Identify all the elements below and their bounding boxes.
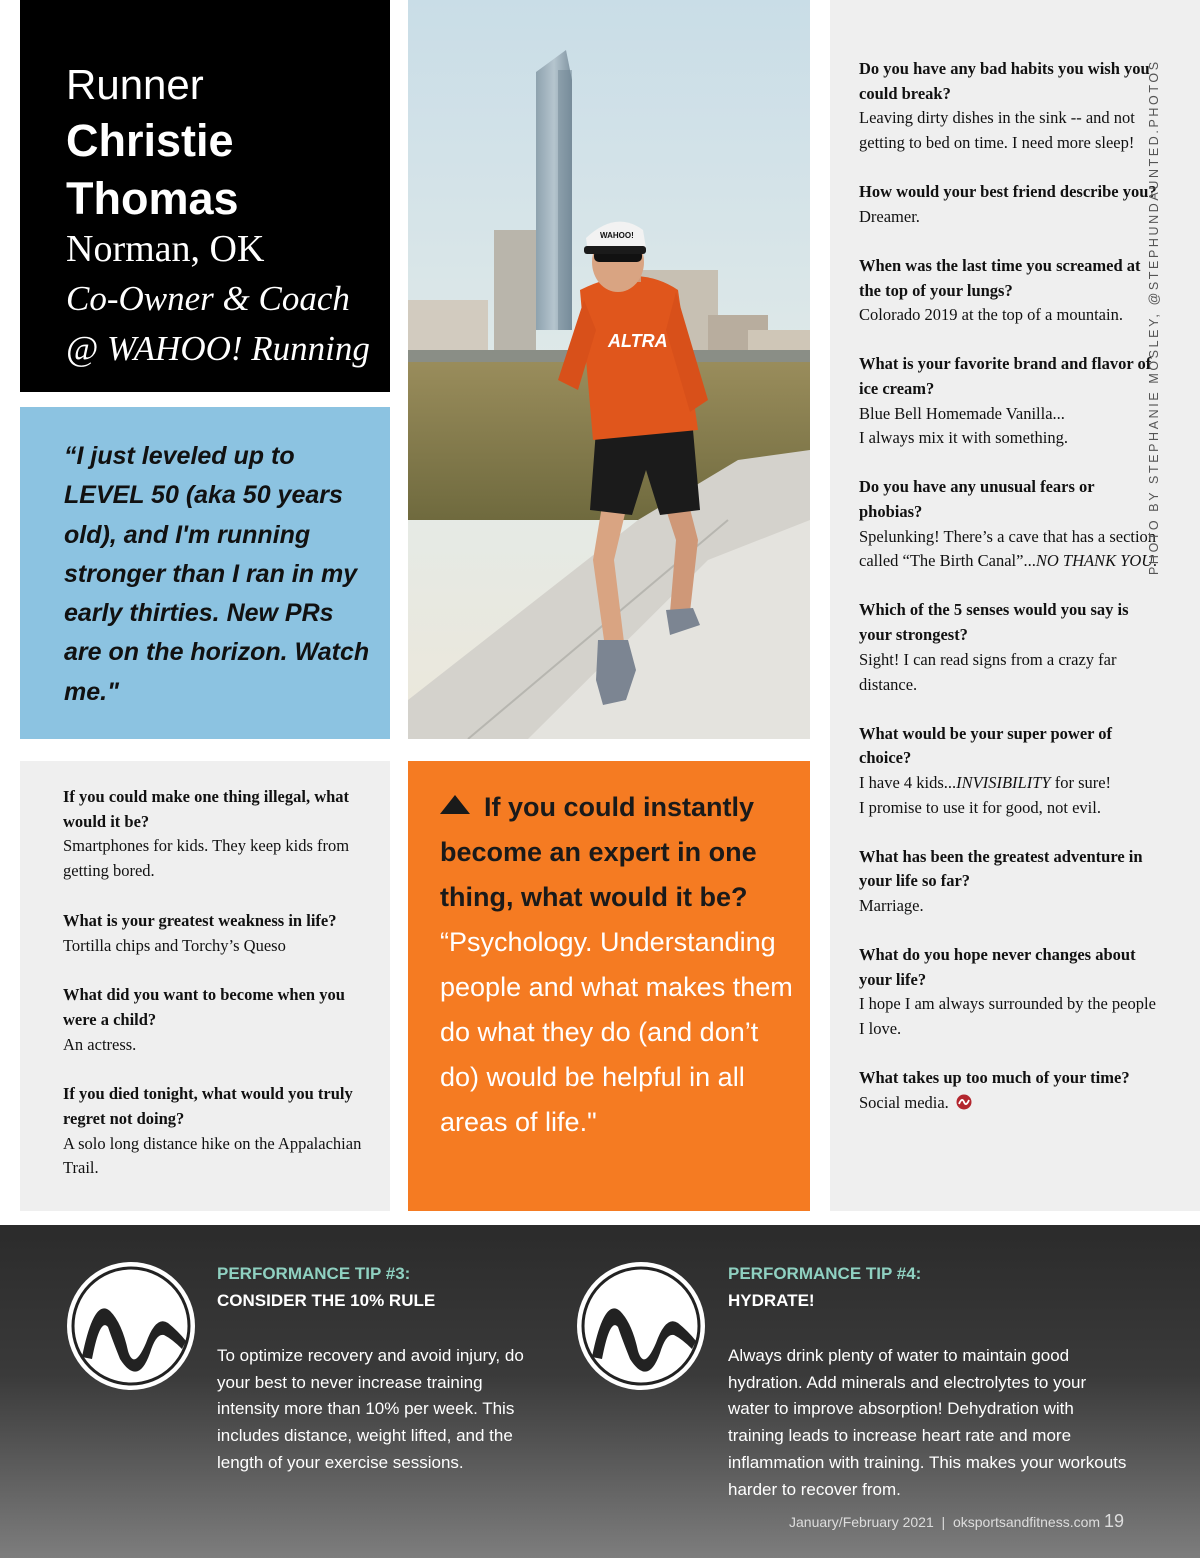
qa-answer-emphasis: NO THANK YOU.: [1035, 551, 1158, 571]
qa-answer: Leaving dirty dishes in the sink -- and not getting to bed on time. I need more sleep!: [859, 108, 1135, 153]
qa-answer: Tortilla chips and Torchy’s Queso: [63, 935, 286, 955]
qa-item: [63, 785, 378, 884]
right-qa-column: [830, 0, 1200, 1211]
qa-answer: An actress.: [63, 1034, 137, 1054]
qa-answer: Smartphones for kids. They keep kids from getting bored.: [63, 836, 350, 881]
qa-answer: I hope I am always surrounded by the people I love.: [859, 994, 1156, 1039]
qa-answer-text: Spelunking! There’s a cave that has a section called “The Birth Canal”...: [859, 526, 1157, 571]
last-name: Thomas: [66, 173, 239, 224]
expert-question-block: [408, 761, 810, 1211]
tip-number: PERFORMANCE TIP #3:: [217, 1264, 411, 1283]
issue-date: January/February 2021: [789, 1514, 934, 1530]
role-line-1: Co-Owner & Coach: [66, 279, 350, 318]
qa-answer-text: I have 4 kids...: [859, 772, 957, 792]
qa-question: Do you have any unusual fears or phobias?: [859, 477, 1095, 522]
qa-item: [63, 909, 378, 958]
qa-item: [859, 598, 1160, 697]
qa-item: [859, 57, 1160, 156]
qa-question: What is your favorite brand and flavor of ice cream?: [859, 354, 1152, 398]
pull-quote: “I just leveled up to LEVEL 50 (aka 50 years old), and I'm running stronger than I ran in my early thirties. New PRs are on the horizon. Watch me.": [64, 442, 370, 706]
brand-logo-icon: [574, 1259, 708, 1393]
qa-question: What do you hope never changes about your life?: [859, 945, 1136, 989]
triangle-icon: [440, 795, 470, 814]
expert-answer: “Psychology. Understanding people and what makes them do what they do (and don’t do) would be helpful in all areas of life.": [440, 927, 793, 1137]
qa-answer: Sight! I can read signs from a crazy far distance.: [859, 649, 1117, 694]
qa-answer: Blue Bell Homemade Vanilla...: [859, 403, 1065, 423]
qa-answer: Colorado 2019 at the top of a mountain.: [859, 305, 1123, 325]
tip-body: To optimize recovery and avoid injury, do your best to never increase training intensity more than 10% per week. This includes distance, weight lifted, and the length of your exercise sessions.: [217, 1346, 524, 1472]
qa-question: If you could make one thing illegal, what would it be?: [63, 787, 350, 831]
qa-question: Which of the 5 senses would you say is your strongest?: [859, 600, 1129, 645]
left-qa-column: [20, 761, 390, 1211]
qa-answer-emphasis: INVISIBILITY: [956, 772, 1051, 792]
tip-4: [728, 1260, 1128, 1503]
qa-question: What takes up too much of your time?: [859, 1068, 1130, 1088]
end-mark-icon: [956, 1094, 972, 1110]
tip-body: Always drink plenty of water to maintain good hydration. Add minerals and electrolytes to your water to improve absorption! Dehydration with training leads to increase heart rate and more inflammation with training. This makes your workouts harder to recover from.: [728, 1346, 1127, 1499]
role-line-2: @ WAHOO! Running: [66, 329, 370, 368]
page-number: 19: [1103, 1511, 1124, 1531]
qa-question: What did you want to become when you were a child?: [63, 985, 345, 1029]
shirt-logo-text: ALTRA: [608, 331, 668, 351]
qa-answer: [859, 1091, 1160, 1116]
qa-item: [63, 983, 378, 1057]
qa-answer: [859, 771, 1160, 796]
profile-name-block: [20, 0, 390, 392]
qa-answer-line-2: I promise to use it for good, not evil.: [859, 797, 1101, 817]
qa-question: When was the last time you screamed at the top of your lungs?: [859, 255, 1141, 300]
runner-photo: [408, 0, 810, 739]
qa-item: [63, 1082, 378, 1181]
qa-answer: Dreamer.: [859, 206, 920, 226]
qa-answer-line-2: I always mix it with something.: [859, 428, 1068, 448]
first-name: Christie: [66, 115, 234, 166]
city: Norman, OK: [66, 228, 265, 270]
tip-title: HYDRATE!: [728, 1291, 815, 1310]
qa-answer-text: Social media.: [859, 1092, 949, 1112]
brand-logo-icon: [64, 1259, 198, 1393]
expert-question: If you could instantly become an expert in one thing, what would it be?: [440, 792, 757, 912]
qa-question: What has been the greatest adventure in your life so far?: [859, 846, 1143, 891]
qa-question: What is your greatest weakness in life?: [63, 910, 337, 930]
qa-item: [859, 352, 1160, 451]
qa-answer: [859, 525, 1160, 574]
cap-logo-text: WAHOO!: [600, 231, 634, 240]
runner-photo-illustration: [408, 0, 810, 739]
website: oksportsandfitness.com: [952, 1514, 1101, 1530]
qa-question: Do you have any bad habits you wish you could break?: [859, 59, 1150, 103]
pull-quote-block: [20, 407, 390, 739]
tip-number: PERFORMANCE TIP #4:: [728, 1264, 922, 1283]
qa-item: [859, 845, 1160, 919]
qa-item: [859, 475, 1160, 574]
qa-item: [859, 254, 1160, 328]
qa-item: [859, 943, 1160, 1042]
qa-answer: A solo long distance hike on the Appalachian Trail.: [63, 1133, 362, 1178]
photo-credit: PHOTO BY STEPHANIE MOSLEY, @STEPHUNDAUNTED.PHOTOS: [1147, 59, 1161, 575]
qa-question: What would be your super power of choice?: [859, 723, 1113, 768]
tip-title: CONSIDER THE 10% RULE: [217, 1291, 436, 1310]
footer-separator: |: [941, 1514, 946, 1530]
qa-item: [859, 1066, 1160, 1115]
qa-question: If you died tonight, what would you truly regret not doing?: [63, 1084, 353, 1129]
qa-question: How would your best friend describe you?: [859, 182, 1157, 202]
page-footer: [789, 1511, 1149, 1532]
qa-item: [859, 722, 1160, 821]
profile-label: Runner: [66, 61, 204, 108]
qa-item: [859, 180, 1160, 229]
tip-3: [217, 1260, 537, 1477]
qa-answer: Marriage.: [859, 896, 924, 916]
qa-answer-text-end: for sure!: [1050, 772, 1112, 792]
